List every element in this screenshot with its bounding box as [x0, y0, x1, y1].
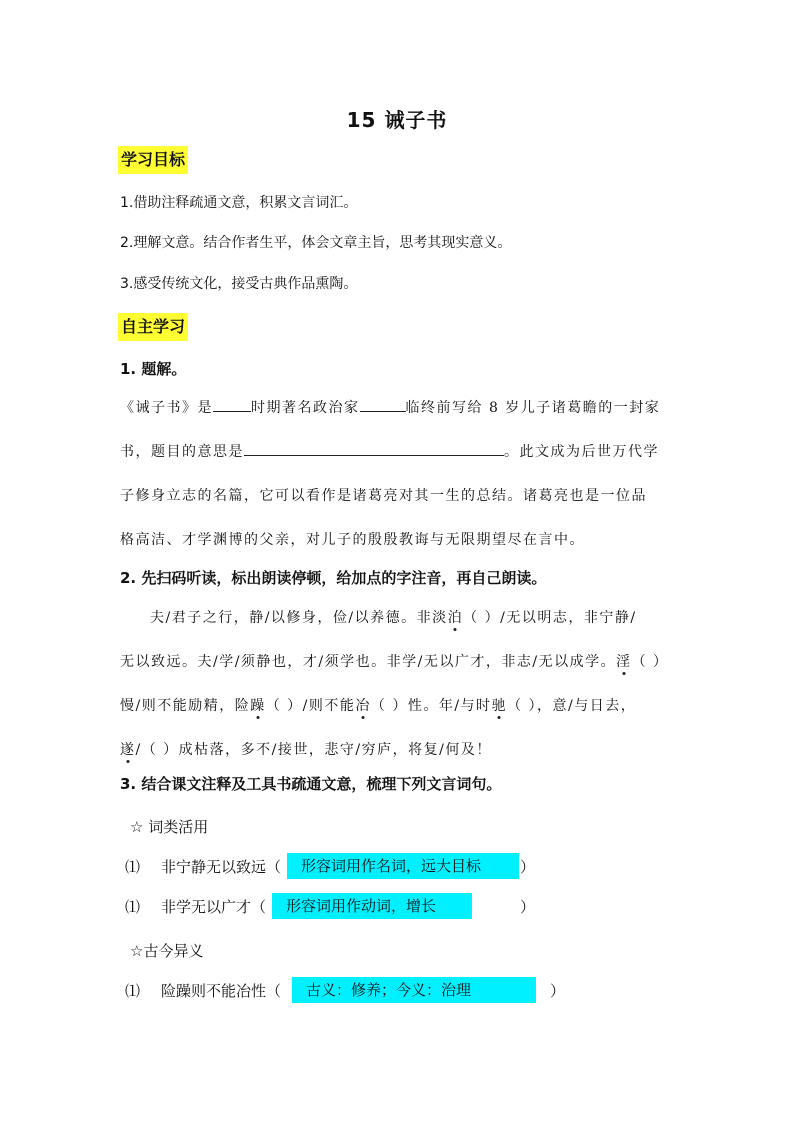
close-paren: ） — [520, 898, 536, 916]
goal-1: 1.借助注释疏通文意，积累文言词汇。 — [120, 195, 358, 211]
answer-highlight: 古义：修养；今义：治理 — [292, 977, 536, 1003]
section-heading-self-study: 自主学习 — [118, 313, 188, 341]
q2-line-4: 遂/（ ）成枯落，多不/接世，悲守/穷庐，将复/何及！ — [120, 742, 492, 758]
q1-line-2: 书，题目的意思是 。此文成为后世万代学 — [120, 430, 680, 474]
q1-line-1: 《诫子书》是 时期著名政治家 临终前写给 8 岁儿子诸葛瞻的一封家 — [120, 386, 680, 430]
goal-2: 2.理解文意。结合作者生平，体会文章主旨，思考其现实意义。 — [120, 235, 512, 251]
question-3-label: 3. 结合课文注释及工具书疏通文意，梳理下列文言词句。 — [120, 775, 502, 793]
blank-title-meaning[interactable] — [244, 441, 504, 456]
q1-line-3: 子修身立志的名篇，它可以看作是诸葛亮对其一生的总结。诸葛亮也是一位品 — [120, 488, 647, 504]
list-item: ⑴ 险躁则不能冶性（ — [125, 982, 282, 1000]
q2-line-2: 无以致远。夫/学/须静也，才/须学也。非学/无以广才，非志/无以成学。淫（ ） — [120, 654, 669, 670]
list-item: ⑴ 非宁静无以致远（ — [125, 858, 282, 876]
question-2-label: 2. 先扫码听读，标出朗读停顿，给加点的字注音，再自己朗读。 — [120, 569, 547, 587]
blank-author[interactable] — [360, 397, 406, 412]
q1-line-4: 格高洁、才学渊博的父亲，对儿子的殷殷教诲与无限期望尽在言中。 — [120, 532, 585, 548]
close-paren: ） — [550, 982, 566, 1000]
section-heading-goals: 学习目标 — [118, 146, 188, 174]
question-1-text — [120, 386, 680, 562]
blank-era[interactable] — [213, 397, 251, 412]
subheading-word-class: ☆ 词类活用 — [130, 818, 209, 836]
answer-highlight: 形容词用作动词，增长 — [272, 893, 472, 919]
answer-highlight: 形容词用作名词，远大目标 — [287, 853, 519, 879]
question-2-text — [120, 596, 680, 772]
q2-line-3: 慢/则不能励精，险躁（ ）/则不能冶（ ）性。年/与时驰（ ），意/与日去， — [120, 698, 637, 714]
question-1-label: 1. 题解。 — [120, 360, 187, 378]
close-paren: ） — [520, 858, 536, 876]
page-title: 15 诫子书 — [346, 108, 448, 132]
subheading-ancient-modern: ☆古今异义 — [130, 942, 204, 960]
goal-3: 3.感受传统文化，接受古典作品熏陶。 — [120, 276, 358, 292]
list-item: ⑴ 非学无以广才（ — [125, 898, 267, 916]
q2-line-1: 夫/君子之行，静/以修身，俭/以养德。非淡泊（ ）/无以明志，非宁静/ — [150, 610, 637, 626]
